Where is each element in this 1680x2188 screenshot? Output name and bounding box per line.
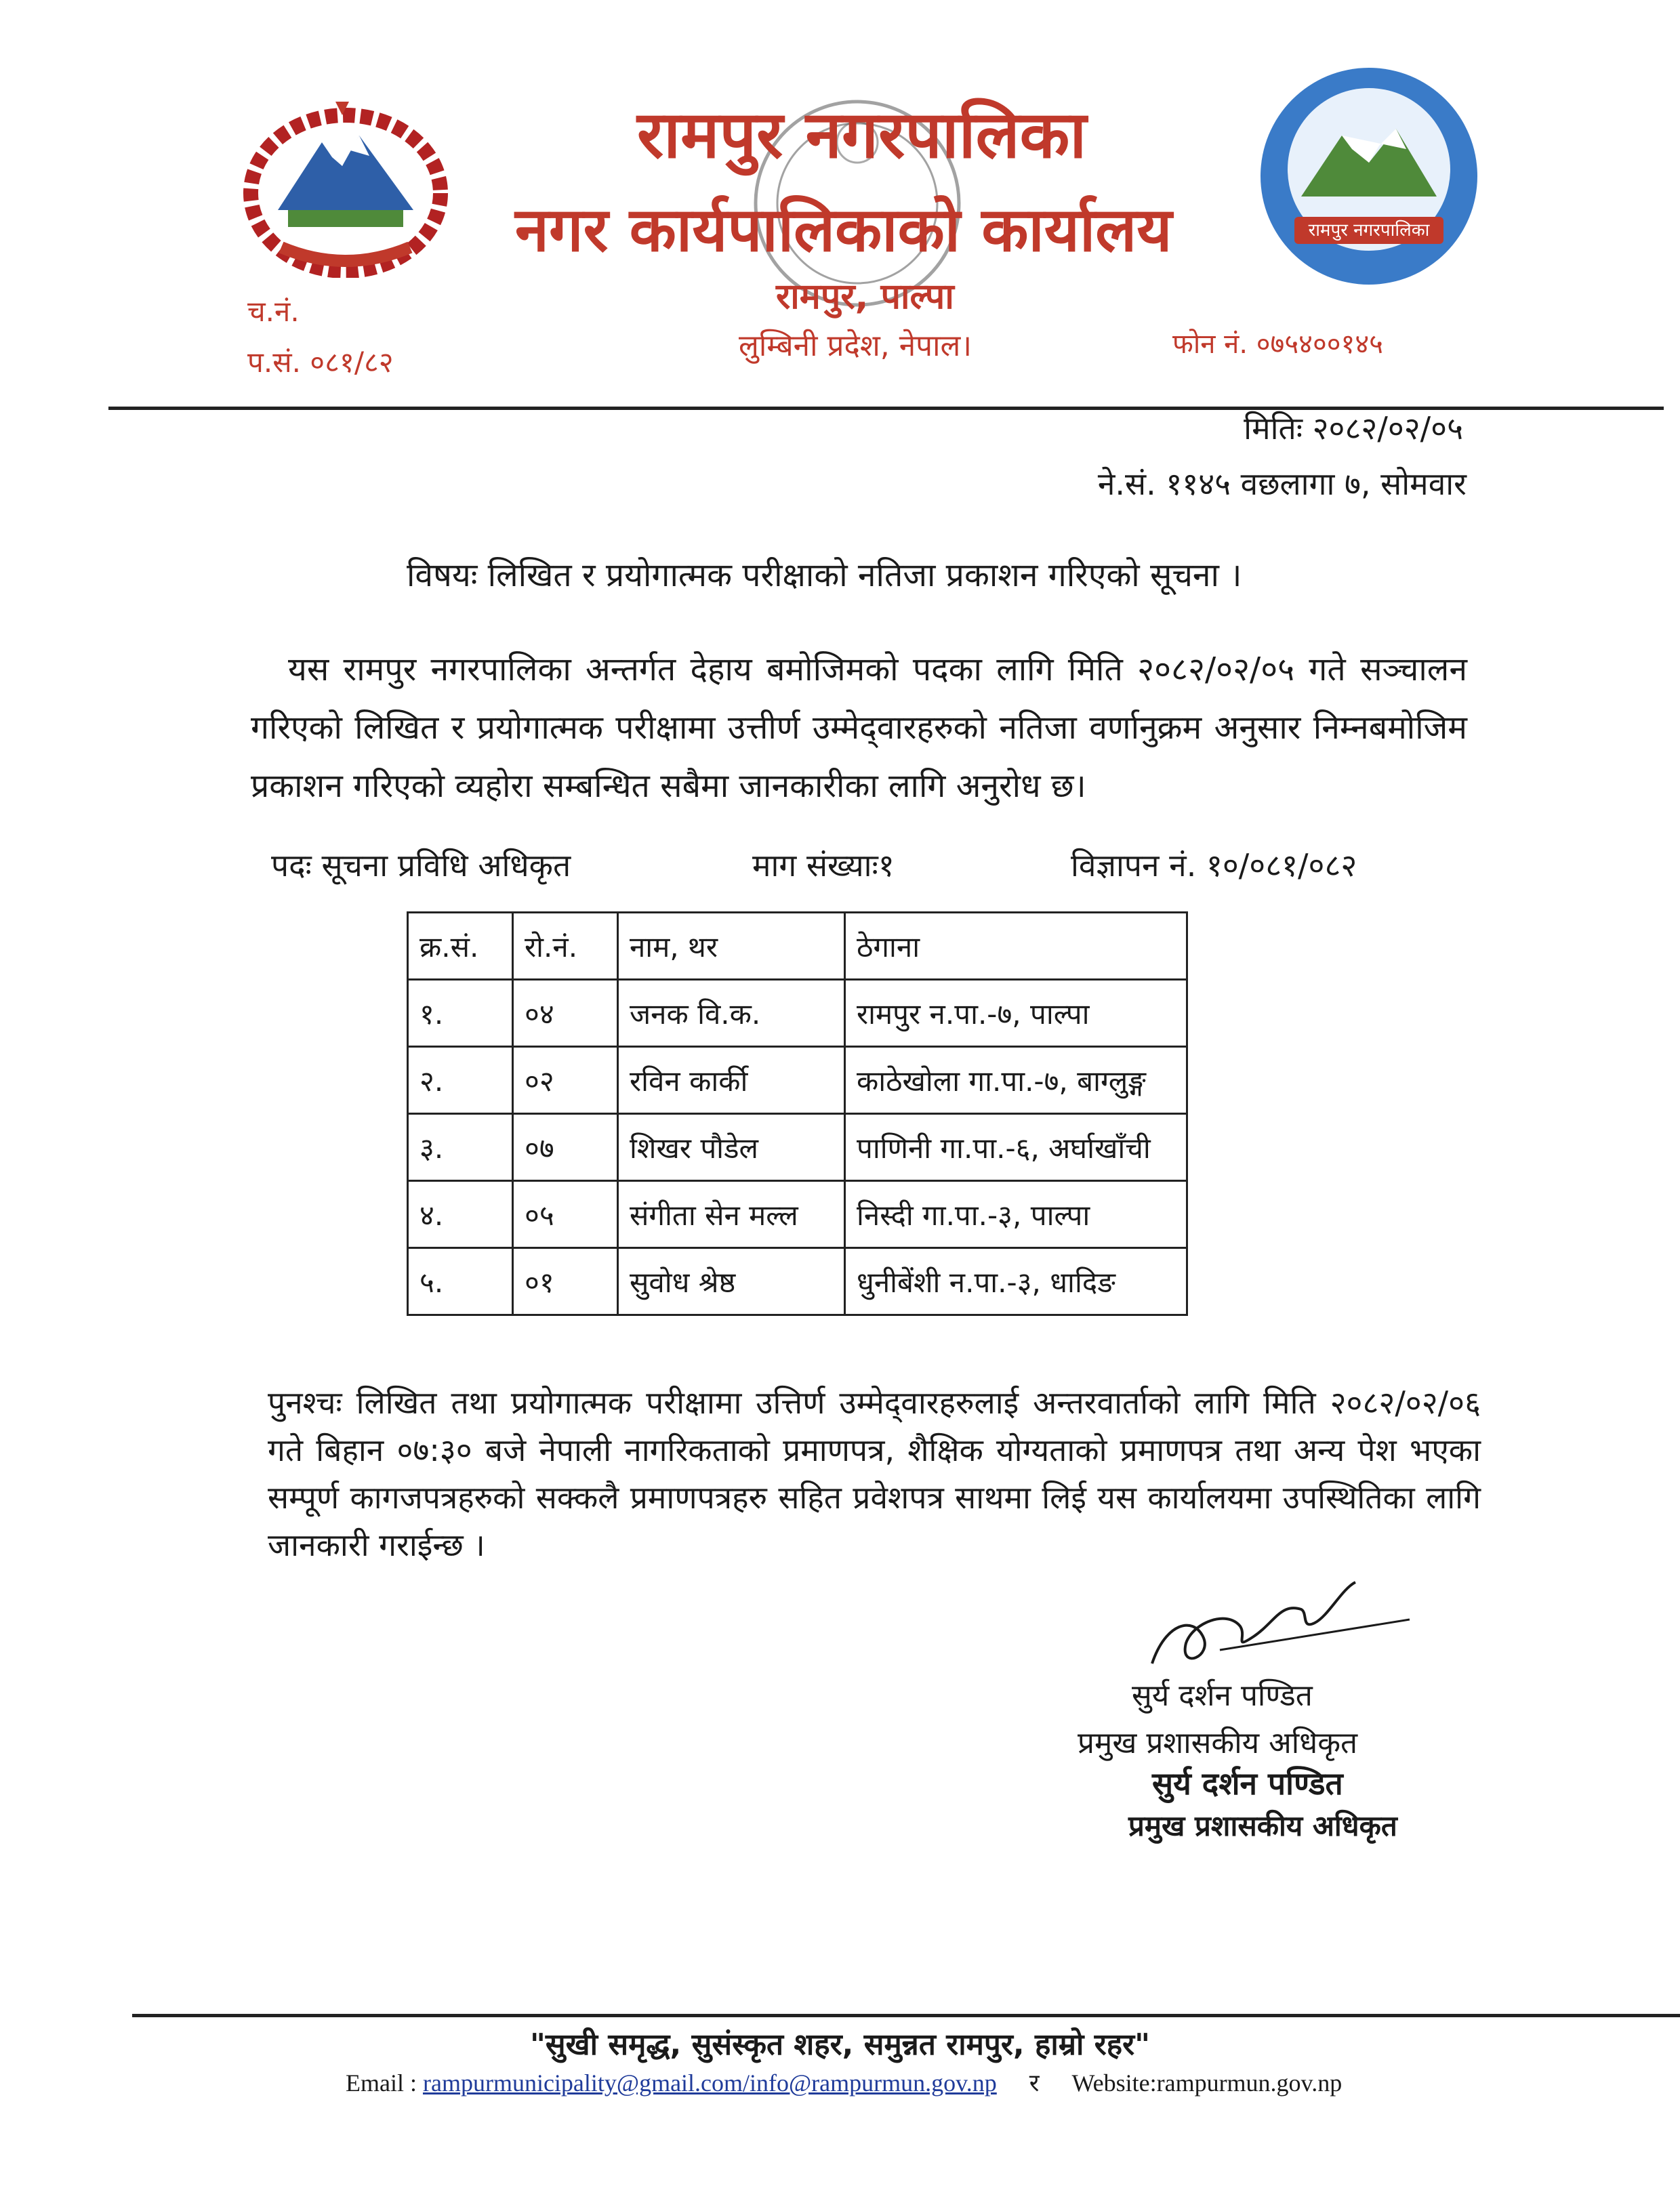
svg-text:रामपुर नगरपालिका: रामपुर नगरपालिका bbox=[1308, 220, 1430, 241]
table-cell: काठेखोला गा.पा.-७, बाग्लुङ्ग bbox=[845, 1047, 1187, 1114]
email-label: Email : bbox=[346, 2069, 423, 2097]
nepal-sambat-date: ने.सं. ११४५ वछलागा ७, सोमवार bbox=[1097, 466, 1467, 502]
table-cell: रविन कार्की bbox=[618, 1047, 845, 1114]
table-cell: संगीता सेन मल्ल bbox=[618, 1181, 845, 1248]
table-header-cell: क्र.सं. bbox=[408, 913, 513, 980]
footer-divider bbox=[132, 2014, 1680, 2017]
table-header-cell: रो.नं. bbox=[513, 913, 618, 980]
table-cell: ०२ bbox=[513, 1047, 618, 1114]
table-cell: १. bbox=[408, 980, 513, 1047]
table-cell: ५. bbox=[408, 1248, 513, 1315]
table-cell: ०१ bbox=[513, 1248, 618, 1315]
postscript-note: पुनश्चः लिखित तथा प्रयोगात्मक परीक्षामा उत्तिर्ण उम्मेद्‌वारहरुलाई अन्तरवार्ताको लागि मिति २०८२/०२/०६ गते बिहान ०७:३० बजे नेपाली नागरिकताको प्रमाणपत्र, शैक्षिक योग्यताको प्रमाणपत्र तथा अन्य पेश भएका सम्पूर्ण कागजपत्रहरुको सक्कलै प्रमाणपत्रहरु सहित प्रवेशपत्र साथमा लिई यस कार्यालयमा उपस्थितिका लागि जानकारी गराईन्छ । bbox=[268, 1384, 1481, 1563]
table-row bbox=[408, 1047, 1187, 1114]
notice-subject: विषयः लिखित र प्रयोगात्मक परीक्षाको नतिजा प्रकाशन गरिएको सूचना । bbox=[407, 556, 1242, 594]
demand-count: माग संख्याः१ bbox=[752, 847, 895, 884]
document-date: मितिः २०८२/०२/०५ bbox=[1244, 410, 1463, 447]
signatory-title-stamp: प्रमुख प्रशासकीय अधिकृत bbox=[1128, 1809, 1397, 1842]
table-cell: रामपुर न.पा.-७, पाल्पा bbox=[845, 980, 1187, 1047]
signatory-name-handwritten: सुर्य दर्शन पण्डित bbox=[1132, 1678, 1313, 1713]
handwritten-signature bbox=[1139, 1562, 1423, 1684]
table-cell: ३. bbox=[408, 1114, 513, 1181]
table-row bbox=[408, 1181, 1187, 1248]
table-cell: २. bbox=[408, 1047, 513, 1114]
notice-body: यस रामपुर नगरपालिका अन्तर्गत देहाय बमोजिमको पदका लागि मिति २०८२/०२/०५ गते सञ्चालन गरिएको लिखित र प्रयोगात्मक परीक्षामा उत्तीर्ण उम्मेद्‌वारहरुको नतिजा वर्णानुक्रम अनुसार निम्नबमोजिम प्रकाशन गरिएको व्यहोरा सम्बन्धित सबैमा जानकारीका लागि अनुरोध छ। bbox=[251, 651, 1467, 805]
table-cell: शिखर पौडेल bbox=[618, 1114, 845, 1181]
advertisement-number: विज्ञापन नं. १०/०८१/०८२ bbox=[1071, 847, 1357, 884]
results-table bbox=[407, 911, 1188, 1316]
signatory-title-handwritten: प्रमुख प्रशासकीय अधिकृत bbox=[1078, 1726, 1358, 1760]
municipality-logo-icon bbox=[1254, 61, 1484, 291]
table-cell: पाणिनी गा.पा.-६, अर्घाखाँची bbox=[845, 1114, 1187, 1181]
table-row bbox=[408, 1114, 1187, 1181]
table-row bbox=[408, 980, 1187, 1047]
table-cell: ४. bbox=[408, 1181, 513, 1248]
office-address-line2: लुम्बिनी प्रदेश, नेपाल। bbox=[739, 329, 972, 363]
post-title: पदः सूचना प्रविधि अधिकृत bbox=[271, 847, 571, 884]
office-title-line2: नगर कार्यपालिकाको कार्यालय bbox=[515, 194, 1172, 266]
office-title-line1: रामपुर नगरपालिका bbox=[637, 97, 1087, 173]
table-cell: ०७ bbox=[513, 1114, 618, 1181]
table-cell: जनक वि.क. bbox=[618, 980, 845, 1047]
table-header-cell: नाम, थर bbox=[618, 913, 845, 980]
table-cell: धुनीबेंशी न.पा.-३, धादिङ bbox=[845, 1248, 1187, 1315]
footer-separator: र bbox=[1029, 2069, 1040, 2097]
footer-contact bbox=[346, 2065, 1342, 2099]
table-row bbox=[408, 1248, 1187, 1315]
email-link[interactable]: rampurmunicipality@gmail.com/info@rampurmun.gov.np bbox=[422, 2069, 997, 2097]
table-header-row bbox=[408, 913, 1187, 980]
nepal-emblem-icon bbox=[241, 95, 451, 278]
table-cell: ०५ bbox=[513, 1181, 618, 1248]
table-cell: निस्दी गा.पा.-३, पाल्पा bbox=[845, 1181, 1187, 1248]
cha-no-label: च.नं. bbox=[247, 295, 300, 328]
website-link[interactable]: Website:rampurmun.gov.np bbox=[1071, 2069, 1343, 2097]
pa-san-label: प.सं. ०८१/८२ bbox=[247, 346, 394, 379]
table-header-cell: ठेगाना bbox=[845, 913, 1187, 980]
table-cell: सुवोध श्रेष्ठ bbox=[618, 1248, 845, 1315]
municipality-motto: "सुखी समृद्ध, सुसंस्कृत शहर, समुन्नत रामपुर, हाम्रो रहर" bbox=[529, 2027, 1151, 2062]
phone-number: फोन नं. ०७५४००१४५ bbox=[1172, 329, 1383, 360]
office-address-line1: रामपुर, पाल्पा bbox=[776, 276, 954, 317]
signatory-name-stamp: सुर्य दर्शन पण्डित bbox=[1152, 1765, 1343, 1802]
table-cell: ०४ bbox=[513, 980, 618, 1047]
